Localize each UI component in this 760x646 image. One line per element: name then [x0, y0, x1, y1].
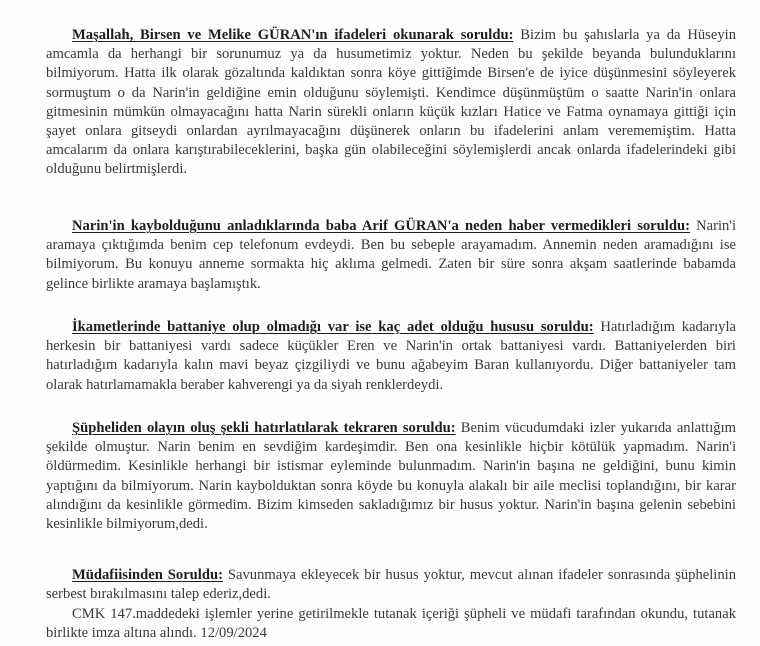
paragraph-mudafi — [46, 566, 736, 604]
answer-text: Narin'i aramaya çıktığımda benim cep telefonum evdeydi. Ben bu sebeple arayamadım. Annemin neden aramadığını ise bilmiyorum. Bu konuyu anneme sormakta hiç aklıma gelmedi. Zaten bir süre sonra akşam saatlerinde babamda gelince birlikte aramaya başlamıştık. — [46, 218, 737, 292]
question-heading: Müdafiisinden Soruldu: — [72, 567, 223, 583]
answer-text: Benim vücudumdaki izler yukarıda anlattığım şekilde olmuştur. Narin benim en sevdiğim kardeşimdir. Ben ona kesinlikle hiçbir kötülük yapmadım. Narin'i öldürmedim. Kesinlikle herhangi bir istismar eyleminde bulunmadım. Narin'in başına ne geldiğini, bunu kimin yaptığını da bilmiyorum. Narin kaybolduktan sonra köyde bu konuyla alakalı bir aile meclisi toplandığını, bir karar alındığını da kesinlikle görmedim. Bizim kimseden sakladığımız bir husus yoktur. Narin'in başına gelenin sebebini kesinlikle bilmiyorum,dedi. — [46, 420, 736, 533]
paragraph-haber-vermedikleri — [46, 217, 736, 294]
answer-text: Hatırladığım kadarıyla herkesin bir battaniyesi vardı sadece küçükler Eren ve Narin'in ortak battaniyesi vardı. Battaniyelerden biri hatırladığım kadarıyla kalın mavi beyaz çizgiliydi ve bunu ağabeyim Baran kullanıyordu. Diğer battaniyeler tam olarak hatırlamamakla beraber kahverengi ya da siyah renklerdeydi. — [46, 319, 736, 393]
question-heading: Şüpheliden olayın oluş şekli hatırlatılarak tekraren soruldu: — [72, 420, 456, 436]
paragraph-olayin-olus-sekli — [46, 419, 736, 534]
paragraph-battaniye — [46, 318, 736, 395]
question-heading: Narin'in kaybolduğunu anladıklarında baba Arif GÜRAN'a neden haber vermedikleri soruldu: — [72, 218, 690, 234]
question-heading: İkametlerinde battaniye olup olmadığı var ise kaç adet olduğu hususu soruldu: — [72, 319, 594, 335]
paragraph-masallah-birsen-melike — [46, 26, 736, 180]
question-heading: Maşallah, Birsen ve Melike GÜRAN'ın ifadeleri okunarak soruldu: — [72, 27, 514, 43]
answer-text: Bizim bu şahıslarla ya da Hüseyin amcamla da herhangi bir sorunumuz ya da husumetimiz yoktur. Neden bu şekilde beyanda bulunduklarını bilmiyorum. Hatta ilk olarak gözaltında kaldıktan sonra köye gittiğimde Birsen'e de iyice düşünmesini söyleyerek sormuştum o da Narin'in geldiğine emin olduğunu söylemişti. Kendimce düşünmüştüm o saatte Narin'in onlara gitmesinin mümkün olmayacağını hatta Narin sürekli onların küçük kızları Hatice ve Fatma oynamaya gittiği için şayet onlara gitseydi onlardan ayrılmayacağını düşünerek onların bu ifadelerini anlam verememiştim. Hatta amcalarım da onlara karıştırabileceklerini, başka gün olabileceğini söylemişlerdi ancak onlarda ifadelerindeki gibi olduğunu belirtmişlerdi. — [46, 27, 736, 178]
answer-text: Savunmaya ekleyecek bir husus yoktur, mevcut alınan ifadeler sonrasında şüphelinin serbest bırakılmasını talep ederiz,dedi. — [46, 567, 736, 603]
closing-paragraph: CMK 147.maddedeki işlemler yerine getirilmekle tutanak içeriği şüpheli ve müdafi tarafından okundu, tutanak birlikte imza altına alındı. 12/09/2024 — [46, 606, 736, 642]
